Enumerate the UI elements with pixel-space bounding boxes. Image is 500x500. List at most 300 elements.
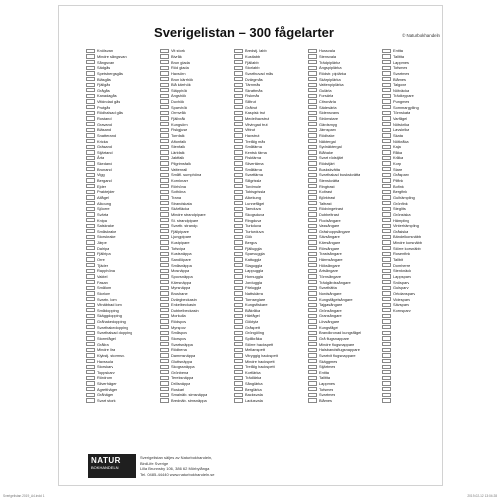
tick-box[interactable] xyxy=(234,263,243,267)
tick-box[interactable] xyxy=(160,297,169,301)
tick-box[interactable] xyxy=(382,252,391,256)
tick-box[interactable] xyxy=(308,308,317,312)
tick-box[interactable] xyxy=(234,398,243,402)
tick-box[interactable] xyxy=(382,325,391,329)
tick-box[interactable] xyxy=(234,77,243,81)
tick-box[interactable] xyxy=(308,365,317,369)
tick-box[interactable] xyxy=(234,348,243,352)
tick-box[interactable] xyxy=(160,83,169,87)
tick-box[interactable] xyxy=(160,150,169,154)
tick-box[interactable] xyxy=(86,257,95,261)
tick-box[interactable] xyxy=(308,139,317,143)
tick-box[interactable] xyxy=(382,83,391,87)
tick-box[interactable] xyxy=(382,319,391,323)
tick-box[interactable] xyxy=(160,99,169,103)
tick-box[interactable] xyxy=(382,94,391,98)
tick-box[interactable] xyxy=(308,286,317,290)
tick-box[interactable] xyxy=(234,286,243,290)
tick-box[interactable] xyxy=(382,145,391,149)
tick-box[interactable] xyxy=(382,161,391,165)
tick-box[interactable] xyxy=(86,348,95,352)
tick-box[interactable] xyxy=(234,257,243,261)
tick-box[interactable] xyxy=(308,359,317,363)
tick-box[interactable] xyxy=(234,66,243,70)
tick-box[interactable] xyxy=(86,54,95,58)
tick-box[interactable] xyxy=(234,156,243,160)
tick-box[interactable] xyxy=(234,308,243,312)
tick-box[interactable] xyxy=(382,387,391,391)
tick-box[interactable] xyxy=(382,291,391,295)
tick-box[interactable] xyxy=(382,105,391,109)
tick-box[interactable] xyxy=(86,167,95,171)
tick-box[interactable] xyxy=(382,167,391,171)
tick-box[interactable] xyxy=(308,370,317,374)
tick-box[interactable] xyxy=(308,77,317,81)
tick-box[interactable] xyxy=(308,218,317,222)
tick-box[interactable] xyxy=(86,393,95,397)
tick-box[interactable] xyxy=(160,145,169,149)
tick-box[interactable] xyxy=(86,252,95,256)
tick-box[interactable] xyxy=(86,370,95,374)
tick-box[interactable] xyxy=(160,156,169,160)
tick-box[interactable] xyxy=(382,331,391,335)
tick-box[interactable] xyxy=(308,229,317,233)
tick-box[interactable] xyxy=(160,348,169,352)
tick-box[interactable] xyxy=(234,99,243,103)
tick-box[interactable] xyxy=(86,77,95,81)
tick-box[interactable] xyxy=(160,319,169,323)
tick-box[interactable] xyxy=(160,342,169,346)
tick-box[interactable] xyxy=(382,365,391,369)
tick-box[interactable] xyxy=(382,224,391,228)
tick-box[interactable] xyxy=(160,161,169,165)
tick-box[interactable] xyxy=(382,308,391,312)
tick-box[interactable] xyxy=(382,122,391,126)
tick-box[interactable] xyxy=(86,150,95,154)
tick-box[interactable] xyxy=(160,77,169,81)
tick-box[interactable] xyxy=(308,184,317,188)
tick-box[interactable] xyxy=(382,71,391,75)
tick-box[interactable] xyxy=(382,274,391,278)
tick-box[interactable] xyxy=(86,66,95,70)
tick-box[interactable] xyxy=(234,291,243,295)
tick-box[interactable] xyxy=(382,353,391,357)
tick-box[interactable] xyxy=(86,398,95,402)
tick-box[interactable] xyxy=(86,111,95,115)
tick-box[interactable] xyxy=(382,286,391,290)
tick-box[interactable] xyxy=(308,336,317,340)
tick-box[interactable] xyxy=(382,263,391,267)
tick-box[interactable] xyxy=(86,325,95,329)
tick-box[interactable] xyxy=(86,88,95,92)
tick-box[interactable] xyxy=(234,280,243,284)
tick-box[interactable] xyxy=(86,365,95,369)
tick-box[interactable] xyxy=(86,381,95,385)
tick-box[interactable] xyxy=(234,71,243,75)
tick-box[interactable] xyxy=(160,178,169,182)
tick-box[interactable] xyxy=(308,122,317,126)
tick-box[interactable] xyxy=(382,156,391,160)
tick-box[interactable] xyxy=(234,342,243,346)
tick-box[interactable] xyxy=(308,105,317,109)
tick-box[interactable] xyxy=(308,167,317,171)
tick-box[interactable] xyxy=(86,269,95,273)
tick-box[interactable] xyxy=(86,49,95,53)
tick-box[interactable] xyxy=(234,60,243,64)
tick-box[interactable] xyxy=(308,398,317,402)
tick-box[interactable] xyxy=(234,201,243,205)
tick-box[interactable] xyxy=(308,263,317,267)
tick-box[interactable] xyxy=(308,190,317,194)
tick-box[interactable] xyxy=(234,353,243,357)
tick-box[interactable] xyxy=(234,235,243,239)
tick-box[interactable] xyxy=(160,331,169,335)
tick-box[interactable] xyxy=(382,370,391,374)
tick-box[interactable] xyxy=(308,269,317,273)
tick-box[interactable] xyxy=(234,128,243,132)
tick-box[interactable] xyxy=(234,240,243,244)
tick-box[interactable] xyxy=(308,94,317,98)
tick-box[interactable] xyxy=(234,370,243,374)
tick-box[interactable] xyxy=(308,319,317,323)
tick-box[interactable] xyxy=(382,190,391,194)
tick-box[interactable] xyxy=(308,66,317,70)
tick-box[interactable] xyxy=(382,381,391,385)
tick-box[interactable] xyxy=(86,128,95,132)
tick-box[interactable] xyxy=(308,297,317,301)
tick-box[interactable] xyxy=(308,376,317,380)
tick-box[interactable] xyxy=(86,105,95,109)
tick-box[interactable] xyxy=(160,139,169,143)
tick-box[interactable] xyxy=(234,49,243,53)
tick-box[interactable] xyxy=(86,297,95,301)
tick-box[interactable] xyxy=(160,71,169,75)
tick-box[interactable] xyxy=(382,257,391,261)
tick-box[interactable] xyxy=(308,128,317,132)
tick-box[interactable] xyxy=(308,348,317,352)
tick-box[interactable] xyxy=(86,246,95,250)
tick-box[interactable] xyxy=(160,229,169,233)
tick-box[interactable] xyxy=(382,133,391,137)
tick-box[interactable] xyxy=(234,173,243,177)
tick-box[interactable] xyxy=(86,376,95,380)
tick-box[interactable] xyxy=(308,195,317,199)
tick-box[interactable] xyxy=(86,161,95,165)
tick-box[interactable] xyxy=(234,184,243,188)
tick-box[interactable] xyxy=(382,280,391,284)
tick-box[interactable] xyxy=(160,60,169,64)
tick-box[interactable] xyxy=(382,235,391,239)
tick-box[interactable] xyxy=(160,269,169,273)
tick-box[interactable] xyxy=(160,393,169,397)
tick-box[interactable] xyxy=(234,190,243,194)
tick-box[interactable] xyxy=(308,381,317,385)
tick-box[interactable] xyxy=(308,178,317,182)
tick-box[interactable] xyxy=(308,274,317,278)
tick-box[interactable] xyxy=(308,150,317,154)
tick-box[interactable] xyxy=(86,218,95,222)
tick-box[interactable] xyxy=(234,319,243,323)
tick-box[interactable] xyxy=(308,145,317,149)
tick-box[interactable] xyxy=(382,314,391,318)
tick-box[interactable] xyxy=(234,393,243,397)
tick-box[interactable] xyxy=(86,308,95,312)
tick-box[interactable] xyxy=(160,167,169,171)
tick-box[interactable] xyxy=(86,145,95,149)
tick-box[interactable] xyxy=(308,240,317,244)
tick-box[interactable] xyxy=(86,71,95,75)
tick-box[interactable] xyxy=(382,150,391,154)
tick-box[interactable] xyxy=(308,303,317,307)
tick-box[interactable] xyxy=(86,133,95,137)
tick-box[interactable] xyxy=(160,280,169,284)
tick-box[interactable] xyxy=(234,376,243,380)
tick-box[interactable] xyxy=(382,212,391,216)
tick-box[interactable] xyxy=(234,111,243,115)
tick-box[interactable] xyxy=(308,331,317,335)
tick-box[interactable] xyxy=(86,184,95,188)
tick-box[interactable] xyxy=(382,77,391,81)
tick-box[interactable] xyxy=(160,274,169,278)
tick-box[interactable] xyxy=(234,133,243,137)
tick-box[interactable] xyxy=(234,195,243,199)
tick-box[interactable] xyxy=(308,252,317,256)
tick-box[interactable] xyxy=(382,398,391,402)
tick-box[interactable] xyxy=(382,201,391,205)
tick-box[interactable] xyxy=(86,240,95,244)
tick-box[interactable] xyxy=(160,218,169,222)
tick-box[interactable] xyxy=(308,224,317,228)
tick-box[interactable] xyxy=(160,184,169,188)
tick-box[interactable] xyxy=(160,111,169,115)
tick-box[interactable] xyxy=(86,353,95,357)
tick-box[interactable] xyxy=(86,224,95,228)
tick-box[interactable] xyxy=(160,370,169,374)
tick-box[interactable] xyxy=(160,173,169,177)
tick-box[interactable] xyxy=(86,286,95,290)
tick-box[interactable] xyxy=(160,246,169,250)
tick-box[interactable] xyxy=(234,207,243,211)
tick-box[interactable] xyxy=(234,297,243,301)
tick-box[interactable] xyxy=(308,280,317,284)
tick-box[interactable] xyxy=(160,128,169,132)
tick-box[interactable] xyxy=(234,303,243,307)
tick-box[interactable] xyxy=(86,99,95,103)
tick-box[interactable] xyxy=(308,111,317,115)
tick-box[interactable] xyxy=(382,116,391,120)
tick-box[interactable] xyxy=(308,83,317,87)
tick-box[interactable] xyxy=(86,212,95,216)
tick-box[interactable] xyxy=(382,342,391,346)
tick-box[interactable] xyxy=(86,83,95,87)
tick-box[interactable] xyxy=(234,387,243,391)
tick-box[interactable] xyxy=(234,331,243,335)
tick-box[interactable] xyxy=(308,235,317,239)
tick-box[interactable] xyxy=(86,342,95,346)
tick-box[interactable] xyxy=(308,71,317,75)
tick-box[interactable] xyxy=(160,133,169,137)
tick-box[interactable] xyxy=(308,342,317,346)
tick-box[interactable] xyxy=(308,133,317,137)
tick-box[interactable] xyxy=(160,398,169,402)
tick-box[interactable] xyxy=(160,286,169,290)
tick-box[interactable] xyxy=(382,303,391,307)
tick-box[interactable] xyxy=(382,348,391,352)
tick-box[interactable] xyxy=(86,207,95,211)
tick-box[interactable] xyxy=(308,207,317,211)
tick-box[interactable] xyxy=(86,359,95,363)
tick-box[interactable] xyxy=(234,218,243,222)
tick-box[interactable] xyxy=(86,94,95,98)
tick-box[interactable] xyxy=(308,173,317,177)
tick-box[interactable] xyxy=(234,94,243,98)
tick-box[interactable] xyxy=(86,178,95,182)
tick-box[interactable] xyxy=(308,49,317,53)
tick-box[interactable] xyxy=(234,116,243,120)
tick-box[interactable] xyxy=(308,116,317,120)
tick-box[interactable] xyxy=(86,314,95,318)
tick-box[interactable] xyxy=(382,99,391,103)
tick-box[interactable] xyxy=(234,359,243,363)
tick-box[interactable] xyxy=(160,116,169,120)
tick-box[interactable] xyxy=(234,139,243,143)
tick-box[interactable] xyxy=(308,246,317,250)
tick-box[interactable] xyxy=(308,201,317,205)
tick-box[interactable] xyxy=(382,139,391,143)
tick-box[interactable] xyxy=(160,252,169,256)
tick-box[interactable] xyxy=(382,111,391,115)
tick-box[interactable] xyxy=(86,173,95,177)
tick-box[interactable] xyxy=(86,156,95,160)
tick-box[interactable] xyxy=(308,325,317,329)
tick-box[interactable] xyxy=(234,246,243,250)
tick-box[interactable] xyxy=(308,314,317,318)
tick-box[interactable] xyxy=(234,269,243,273)
tick-box[interactable] xyxy=(382,297,391,301)
tick-box[interactable] xyxy=(382,207,391,211)
tick-box[interactable] xyxy=(234,381,243,385)
tick-box[interactable] xyxy=(382,173,391,177)
tick-box[interactable] xyxy=(86,190,95,194)
tick-box[interactable] xyxy=(382,178,391,182)
tick-box[interactable] xyxy=(308,291,317,295)
tick-box[interactable] xyxy=(86,291,95,295)
tick-box[interactable] xyxy=(86,263,95,267)
tick-box[interactable] xyxy=(160,359,169,363)
tick-box[interactable] xyxy=(160,88,169,92)
tick-box[interactable] xyxy=(234,252,243,256)
tick-box[interactable] xyxy=(86,229,95,233)
tick-box[interactable] xyxy=(234,105,243,109)
tick-box[interactable] xyxy=(86,387,95,391)
tick-box[interactable] xyxy=(160,54,169,58)
tick-box[interactable] xyxy=(160,94,169,98)
tick-box[interactable] xyxy=(86,280,95,284)
tick-box[interactable] xyxy=(382,269,391,273)
tick-box[interactable] xyxy=(234,325,243,329)
tick-box[interactable] xyxy=(382,54,391,58)
tick-box[interactable] xyxy=(234,161,243,165)
tick-box[interactable] xyxy=(160,190,169,194)
tick-box[interactable] xyxy=(86,201,95,205)
tick-box[interactable] xyxy=(308,54,317,58)
tick-box[interactable] xyxy=(160,240,169,244)
tick-box[interactable] xyxy=(160,314,169,318)
tick-box[interactable] xyxy=(234,122,243,126)
tick-box[interactable] xyxy=(86,331,95,335)
tick-box[interactable] xyxy=(160,257,169,261)
tick-box[interactable] xyxy=(382,218,391,222)
tick-box[interactable] xyxy=(160,212,169,216)
tick-box[interactable] xyxy=(234,212,243,216)
tick-box[interactable] xyxy=(234,145,243,149)
tick-box[interactable] xyxy=(160,235,169,239)
tick-box[interactable] xyxy=(234,150,243,154)
tick-box[interactable] xyxy=(382,376,391,380)
tick-box[interactable] xyxy=(234,88,243,92)
tick-box[interactable] xyxy=(382,88,391,92)
tick-box[interactable] xyxy=(86,319,95,323)
tick-box[interactable] xyxy=(308,161,317,165)
tick-box[interactable] xyxy=(86,195,95,199)
tick-box[interactable] xyxy=(382,60,391,64)
tick-box[interactable] xyxy=(234,83,243,87)
tick-box[interactable] xyxy=(86,122,95,126)
tick-box[interactable] xyxy=(382,246,391,250)
tick-box[interactable] xyxy=(382,336,391,340)
tick-box[interactable] xyxy=(234,274,243,278)
tick-box[interactable] xyxy=(234,167,243,171)
tick-box[interactable] xyxy=(160,376,169,380)
tick-box[interactable] xyxy=(86,235,95,239)
tick-box[interactable] xyxy=(382,184,391,188)
tick-box[interactable] xyxy=(308,88,317,92)
tick-box[interactable] xyxy=(160,105,169,109)
tick-box[interactable] xyxy=(308,212,317,216)
tick-box[interactable] xyxy=(234,224,243,228)
tick-box[interactable] xyxy=(308,156,317,160)
tick-box[interactable] xyxy=(308,393,317,397)
tick-box[interactable] xyxy=(234,229,243,233)
tick-box[interactable] xyxy=(160,195,169,199)
tick-box[interactable] xyxy=(160,207,169,211)
tick-box[interactable] xyxy=(86,303,95,307)
tick-box[interactable] xyxy=(382,49,391,53)
tick-box[interactable] xyxy=(86,116,95,120)
tick-box[interactable] xyxy=(160,263,169,267)
tick-box[interactable] xyxy=(382,128,391,132)
tick-box[interactable] xyxy=(160,303,169,307)
tick-box[interactable] xyxy=(86,274,95,278)
tick-box[interactable] xyxy=(234,178,243,182)
tick-box[interactable] xyxy=(308,353,317,357)
tick-box[interactable] xyxy=(382,66,391,70)
tick-box[interactable] xyxy=(308,257,317,261)
tick-box[interactable] xyxy=(382,393,391,397)
tick-box[interactable] xyxy=(382,195,391,199)
tick-box[interactable] xyxy=(86,139,95,143)
tick-box[interactable] xyxy=(234,336,243,340)
tick-box[interactable] xyxy=(382,240,391,244)
tick-box[interactable] xyxy=(234,314,243,318)
tick-box[interactable] xyxy=(160,291,169,295)
tick-box[interactable] xyxy=(308,99,317,103)
tick-box[interactable] xyxy=(382,229,391,233)
tick-box[interactable] xyxy=(160,201,169,205)
tick-box[interactable] xyxy=(160,381,169,385)
tick-box[interactable] xyxy=(160,387,169,391)
tick-box[interactable] xyxy=(160,49,169,53)
